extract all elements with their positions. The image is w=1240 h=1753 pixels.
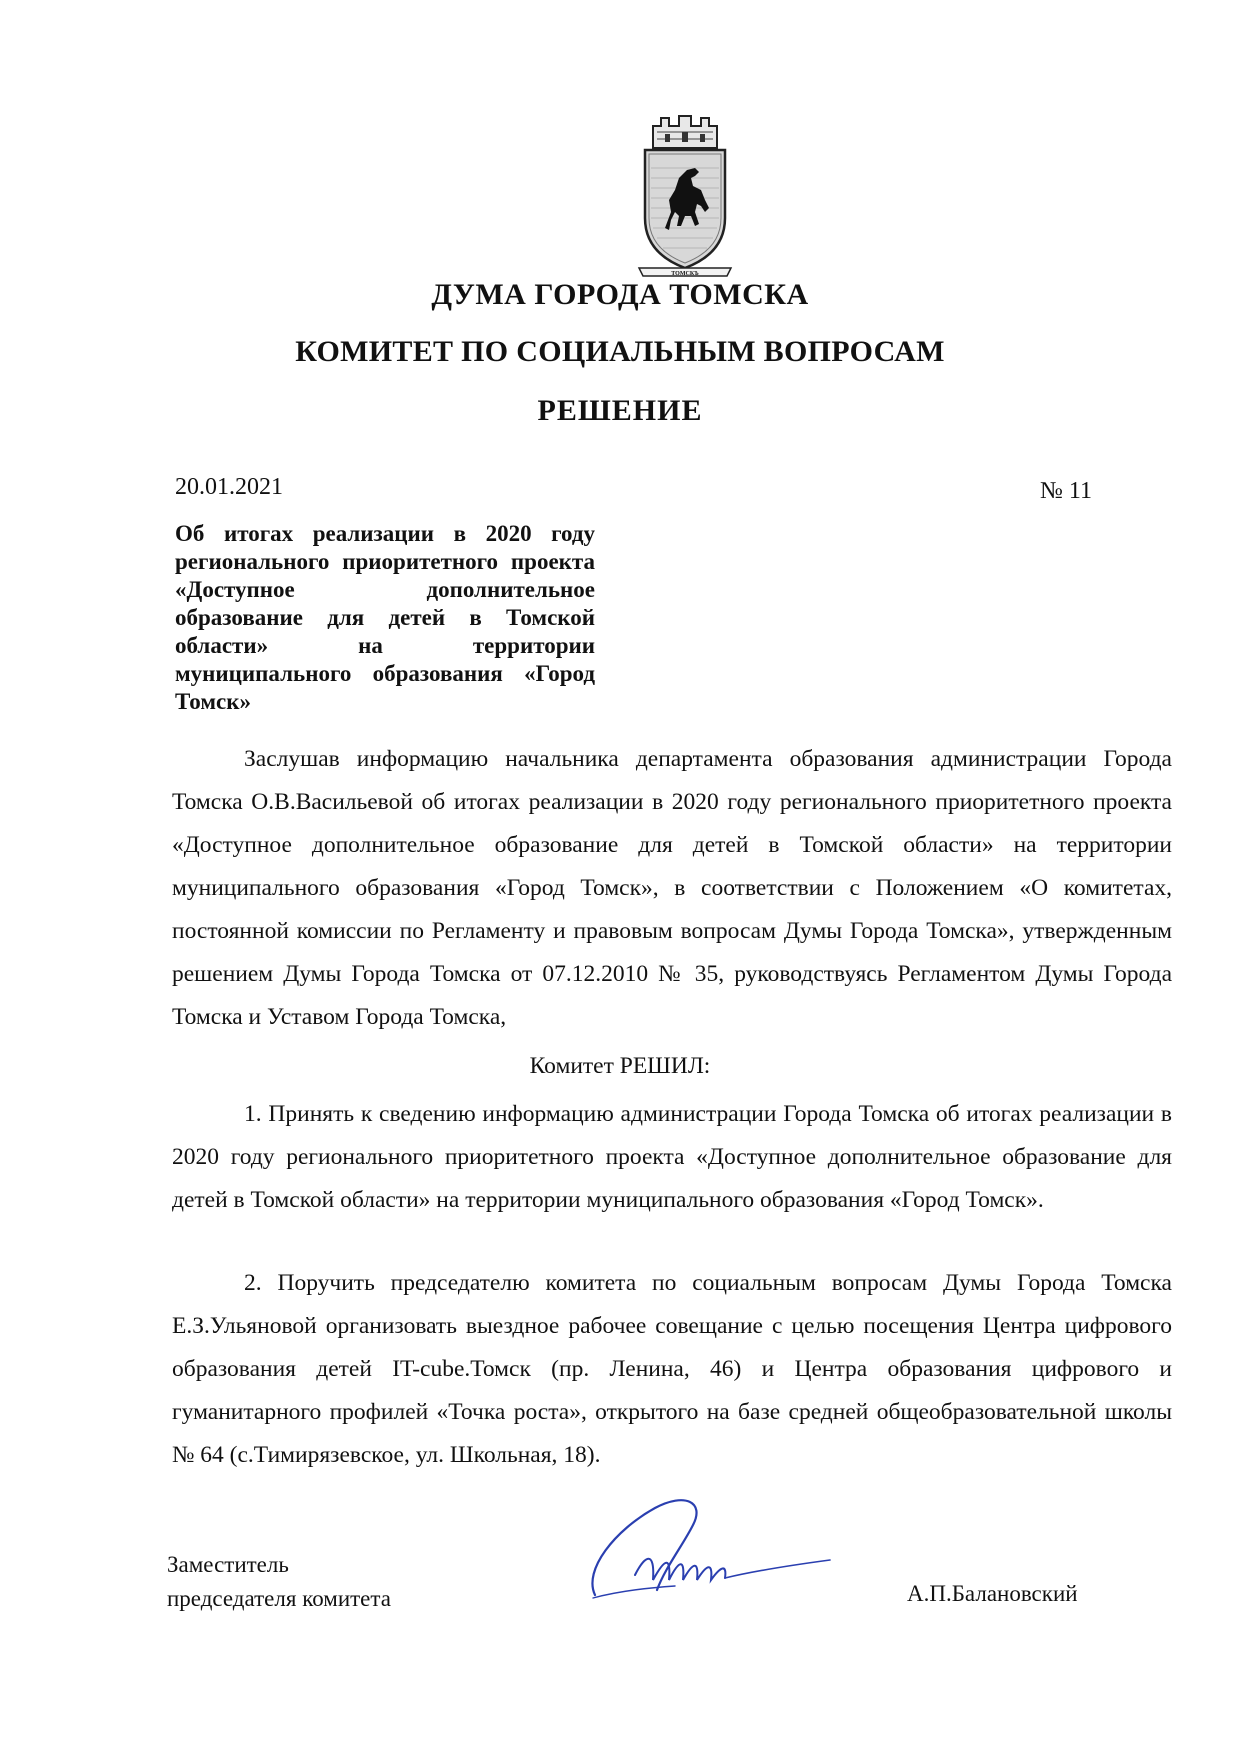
organization-title: ДУМА ГОРОДА ТОМСКА (431, 278, 809, 311)
decision-item-2: 2. Поручить председателю комитета по социальным вопросам Думы Города Томска Е.З.Ульяновой организовать выездное рабочее совещание с целью посещения Центра цифрового образования детей IT-cube.Томск (пр. Ленина, 46) и Центра образования цифрового и гуманитарного профилей «Точка роста», открытого на базе средней общеобразовательной школы № 64 (с.Тимирязевское, ул. Школьная, 18). (172, 1270, 1172, 1468)
signatory-name: А.П.Балановский (907, 1581, 1078, 1606)
decision-item-1: 1. Принять к сведению информацию администрации Города Томска об итогах реализации в 2020 году регионального приоритетного проекта «Доступное дополнительное образование для детей в Томской области» на территории муниципального образования «Город Томск». (172, 1101, 1172, 1213)
signatory-title-line-1: Заместитель (167, 1552, 289, 1577)
signatory-title-line-2: председателя комитета (167, 1586, 391, 1611)
document-type-title: РЕШЕНИЕ (537, 394, 703, 427)
resolved-heading: Комитет РЕШИЛ: (529, 1053, 711, 1079)
preamble-paragraph: Заслушав информацию начальника департамента образования администрации Города Томска О.В.Васильевой об итогах реализации в 2020 году регионального приоритетного проекта «Доступное дополнительное образование для детей в Томской области» на территории муниципального образования «Город Томск», в соответствии с Положением «О комитетах, постоянной комиссии по Регламенту и правовым вопросам Думы Города Томска», утвержденным решением Думы Города Томска от 07.12.2010 № 35, руководствуясь Регламентом Думы Города Томска и Уставом Города Томска, (172, 746, 1172, 1030)
handwritten-signature (575, 1480, 845, 1610)
coat-of-arms-icon (635, 108, 735, 280)
document-subject: Об итогах реализации в 2020 году регионального приоритетного проекта «Доступное дополнительное образование для детей в Томской области» на территории муниципального образования «Город Томск» (175, 521, 595, 714)
committee-title: КОМИТЕТ ПО СОЦИАЛЬНЫМ ВОПРОСАМ (295, 335, 945, 368)
document-date: 20.01.2021 (175, 474, 283, 500)
signatory-title (167, 1548, 391, 1616)
document-number: № 11 (1040, 478, 1093, 504)
emblem-motto: ТОМСКЪ (671, 271, 699, 277)
